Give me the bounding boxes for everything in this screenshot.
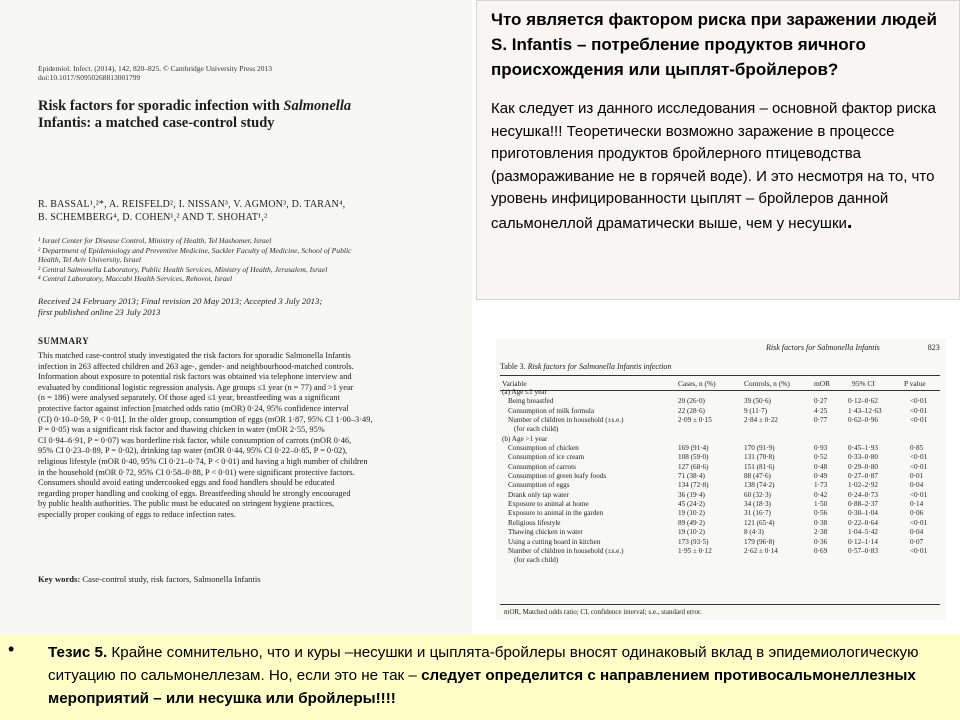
running-head-text: Risk factors for Salmonella Infantis [766,343,880,352]
table-cell-cases: 89 (49·2) [678,518,705,527]
table-scan [496,338,946,620]
table-cell-cases: 36 (19·4) [678,490,705,499]
table-cell-variable: Consumption of ice cream [508,453,585,462]
table-cell-p: <0·01 [910,490,928,499]
summary-line: especially proper cooking of eggs to reduce infection rates. [38,509,236,519]
table-row [500,547,940,556]
summary-line: in the household (mOR 0·72, 95% CI 0·58–0·88, P < 0·01) were significant protective factors. [38,467,355,477]
summary-line: protective factor against infection [matched odds ratio (mOR) 0·24, 95% confidence interval [38,403,349,413]
table-cell-variable: (b) Age >1 year [502,434,548,443]
table-cell-variable: (for each child) [514,556,559,565]
table-cell-variable: Exposure to animal at home [508,500,589,509]
thesis-conclusion: следует определится с направлением противосальмонеллезных мероприятий – или несушка или бройлеры!!!! [48,667,916,707]
affiliations [38,236,463,284]
table-cell-variable: Consumption of green leafy foods [508,472,607,481]
table-cell-mor: 0·52 [814,453,828,462]
table-cell-cases: 134 (72·8) [678,481,709,490]
table-cell-cases: 2·09 ± 0·15 [678,416,712,425]
article-authors [38,198,463,224]
running-head [766,343,940,352]
table-cell-variable: Drank only tap water [508,490,569,499]
thesis-label: Тезис 5. [48,644,108,661]
summary-line: by public health authorities. The public must be educated on stringent hygiene practices, [38,499,335,509]
table-cell-variable: Thawing chicken in water [508,528,583,537]
summary-line: Consumers should avoid eating undercooked eggs and food handlers should be educated [38,478,335,488]
table-cell-cases: 108 (59·0) [678,453,709,462]
table-cell-ci: 1·04–5·42 [848,528,878,537]
table-cell-mor: 0·93 [814,444,828,453]
title-part: Risk factors for sporadic infection with [38,98,284,114]
summary-line: religious lifestyle (mOR 0·40, 95% CI 0·21–0·74, P < 0·01) and having a high number of children [38,456,368,466]
table-row [500,435,940,444]
answer-text [491,98,951,235]
table-cell-mor: 0·27 [814,397,828,406]
table-cell-variable: Consumption of carrots [508,462,576,471]
table-cell-variable: Number of children in household (±s.e.) [508,546,624,555]
table-cell-variable: Consumption of eggs [508,481,570,490]
table-cell-mor: 2·38 [814,528,828,537]
table-cell-p: 0·06 [910,509,924,518]
table-cell-p: <0·01 [910,518,928,527]
table-cell-controls: 60 (32·3) [744,490,771,499]
table-footnote: mOR, Matched odds ratio; CI, confidence interval; s.e., standard error. [504,608,702,616]
table-cell-mor: 0·36 [814,537,828,546]
table-cell-p: <0·01 [910,406,928,415]
table-cell-cases: 71 (38·4) [678,472,705,481]
keywords [38,574,463,584]
col-header: P value [904,379,926,388]
table-cell-p: 0·14 [910,500,924,509]
table-cell-controls: 2·62 ± 0·14 [744,546,778,555]
table-cell-ci: 0·45–1·93 [848,444,878,453]
table-cell-cases: 127 (68·6) [678,462,709,471]
table-cell-ci: 0·12–1·14 [848,537,878,546]
table-cell-controls: 179 (96·8) [744,537,775,546]
col-header: mOR [814,379,831,388]
summary-line: 95% CI 0·23–0·89, P = 0·02), drinking tap water (mOR 0·44, 95% CI 0·22–0·85, P = 0·02), [38,446,348,456]
table-cell-controls: 121 (65·4) [744,518,775,527]
table-row [500,528,940,537]
table-cell-variable: (a) Age ≤1 year [502,388,547,396]
table-caption [500,362,671,371]
keywords-label: Key words: [38,574,81,584]
table-cell-cases: 19 (10·2) [678,509,705,518]
article-page [0,0,472,640]
affiliation-line: Health, Tel Aviv University, Israel [38,255,141,264]
table-cell-cases: 20 (26·0) [678,397,705,406]
table-cell-ci: 0·12–0·62 [848,397,878,406]
thesis-body: Крайне сомнительно, что и куры –несушки и цыплята-бройлеры вносят одинаковый вклад в эпидемиологическую ситуацию по сальмонеллезам. Но, если это не так – [48,644,919,684]
table-cell-cases: 173 (93·5) [678,537,709,546]
affiliation-line: ⁴ Central Laboratory, Maccabi Health Services, Rehovot, Israel [38,274,233,283]
table-cell-mor: 0·38 [814,518,828,527]
table-row [500,481,940,490]
table-row [500,500,940,509]
table-cell-variable: Being breastfed [508,397,554,406]
col-header: Variable [502,379,527,388]
received-line: first published online 23 July 2013 [38,307,161,317]
table-cell-ci: 0·30–1·04 [848,509,878,518]
question-box [476,0,960,300]
authors-line: B. SCHEMBERG⁴, D. COHEN¹,² AND T. SHOHAT¹,² [38,212,268,223]
summary-line: Information about exposure to potential risk factors was obtained via telephone interview and [38,372,352,382]
table-body [500,388,940,566]
summary-line: (CI) 0·10–0·59, P < 0·01]. In the older group, consumption of eggs (mOR 1·87, 95% CI 1·00–3·49, [38,414,373,424]
summary-line: (n = 186) were analysed separately. Of those aged ≤1 year, breastfeeding was a significant [38,393,340,403]
affiliation-line: ¹ Israel Center for Disease Control, Ministry of Health, Tel Hashomer, Israel [38,236,272,245]
table-row [500,463,940,472]
col-header: 95% CI [852,379,875,388]
table-cell-ci: 0·62–0·96 [848,416,878,425]
table-cell-mor: 0·48 [814,462,828,471]
table-cell-variable: (for each child) [514,425,559,434]
table-cell-controls: 34 (18·3) [744,500,771,509]
table-cell-variable: Religious lifestyle [508,518,561,527]
doi-line: doi:10.1017/S0950268813001799 [38,73,141,82]
table-row [500,538,940,547]
caption-title: Risk factors for Salmonella Infantis infection [527,362,672,371]
table-cell-p: <0·01 [910,416,928,425]
table-row [500,444,940,453]
table-cell-p: <0·01 [910,546,928,555]
table-row [500,472,940,481]
table-cell-p: 0·85 [910,444,924,453]
table-cell-p: 0·04 [910,481,924,490]
table-cell-controls: 88 (47·6) [744,472,771,481]
table-cell-mor: 0·42 [814,490,828,499]
table-cell-controls: 138 (74·2) [744,481,775,490]
table-row [500,425,940,434]
table-cell-cases: 45 (24·2) [678,500,705,509]
table-cell-p: 0·01 [910,472,924,481]
table-cell-mor: 1·50 [814,500,828,509]
table-cell-controls: 9 (11·7) [744,406,768,415]
table-cell-controls: 170 (91·9) [744,444,775,453]
thesis-text [48,641,928,710]
table-cell-ci: 1·43–12·63 [848,406,882,415]
affiliation-line: ³ Central Salmonella Laboratory, Public Health Services, Ministry of Health, Jerusalem, Israel [38,264,328,274]
summary-heading: SUMMARY [38,336,90,346]
table-cell-controls: 2·84 ± 0·22 [744,416,778,425]
thesis-banner [0,634,960,720]
table-row [500,453,940,462]
table-cell-ci: 0·88–2·37 [848,500,878,509]
received-line: Received 24 February 2013; Final revision 20 May 2013; Accepted 3 July 2013; [38,296,323,306]
table-cell-p: 0·04 [910,528,924,537]
table-cell-controls: 151 (81·6) [744,462,775,471]
table-cell-ci: 0·22–0·64 [848,518,878,527]
summary-line: regarding proper handling and cooking of eggs. Breastfeeding should be strongly encouraged [38,488,351,498]
answer-body: Как следует из данного исследования – основной фактор риска несушка!!! Теоретически возможно заражение в процессе приготовления продуктов бройлерного птицеводства (размораживание не в горячей воде). И это несмотря на то, что уровень инфицированности цыплят – бройлеров данной сальмонеллой драматически выше, чем у несушки [491,100,936,232]
table-cell-p: <0·01 [910,453,928,462]
table-cell-p: 0·07 [910,537,924,546]
table-cell-ci: 0·27–0·87 [848,472,878,481]
authors-line: R. BASSAL¹,²*, A. REISFELD², I. NISSAN³, V. AGMON³, D. TARAN⁴, [38,199,346,210]
table-cell-ci: 0·33–0·80 [848,453,878,462]
page-number: 823 [927,343,940,352]
journal-line: Epidemiol. Infect. (2014), 142, 820–825. © Cambridge University Press 2013 [38,64,272,73]
table-cell-mor: 0·77 [814,416,828,425]
table-cell-cases: 22 (28·6) [678,406,705,415]
table-cell-ci: 0·29–0·80 [848,462,878,471]
table-cell-controls: 39 (50·6) [744,397,771,406]
table-cell-mor: 0·69 [814,546,828,555]
table-cell-p: <0·01 [910,462,928,471]
table-cell-variable: Consumption of chicken [508,444,579,453]
table-cell-variable: Consumption of milk formula [508,406,595,415]
title-part: Infantis: a matched case-control study [38,115,275,131]
bullet-icon: • [8,639,15,659]
received-dates [38,296,463,318]
table-cell-p: <0·01 [910,397,928,406]
table-row [500,509,940,518]
table-row [500,407,940,416]
summary-line: infection in 263 affected children and 263 age-, gender- and neighbourhood-matched controls. [38,361,354,371]
summary-line: P = 0·05) was a significant risk factor and thawing chicken in water (mOR 2·55, 95% [38,425,325,435]
table-cell-controls: 31 (16·7) [744,509,771,518]
table-cell-mor: 4·25 [814,406,828,415]
col-header: Cases, n (%) [678,379,716,388]
table-cell-controls: 8 (4·3) [744,528,764,537]
table-cell-variable: Exposure to animal in the garden [508,509,604,518]
col-header: Controls, n (%) [744,379,790,388]
table-row [500,491,940,500]
caption-prefix: Table 3. [500,362,528,371]
table-row [500,388,940,397]
table-row [500,416,940,425]
table-cell-variable: Number of children in household (±s.e.) [508,416,624,425]
summary-line: This matched case-control study investigated the risk factors for sporadic Salmonella Infantis [38,351,351,360]
table-row [500,519,940,528]
table-cell-mor: 0·56 [814,509,828,518]
article-title [38,98,458,132]
question-text: Что является фактором риска при заражении людей S. Infantis – потребление продуктов яичного происхождения или цыплят-бройлеров? [491,10,937,79]
table-top-rule [500,375,940,376]
summary-line: CI 0·94–6·91, P = 0·07) was borderline risk factor, while consumption of carrots (mOR 0·46, [38,435,352,445]
table-cell-cases: 19 (10·2) [678,528,705,537]
summary-text [38,351,463,521]
table-row [500,397,940,406]
table-cell-ci: 1·02–2·92 [848,481,878,490]
affiliation-line: ² Department of Epidemiology and Preventive Medicine, Sackler Faculty of Medicine, School of Public [38,245,352,255]
table-cell-ci: 0·24–0·73 [848,490,878,499]
table-cell-controls: 131 (70·8) [744,453,775,462]
journal-citation [38,64,272,82]
table-cell-mor: 0·49 [814,472,828,481]
table-cell-mor: 1·73 [814,481,828,490]
table-bottom-rule [500,604,940,605]
keywords-text: Case-control study, risk factors, Salmonella Infantis [80,574,261,584]
table-row [500,556,940,565]
table-cell-cases: 169 (91·4) [678,444,709,453]
title-italic: Salmonella [283,98,352,114]
table-cell-cases: 1·95 ± 0·12 [678,546,712,555]
answer-end: . [846,210,853,233]
summary-line: evaluated by conditional logistic regression analysis. Age groups ≤1 year (n = 77) and >1 year [38,382,354,392]
table-cell-ci: 0·57–0·83 [848,546,878,555]
table-cell-variable: Using a cutting board in kitchen [508,537,601,546]
